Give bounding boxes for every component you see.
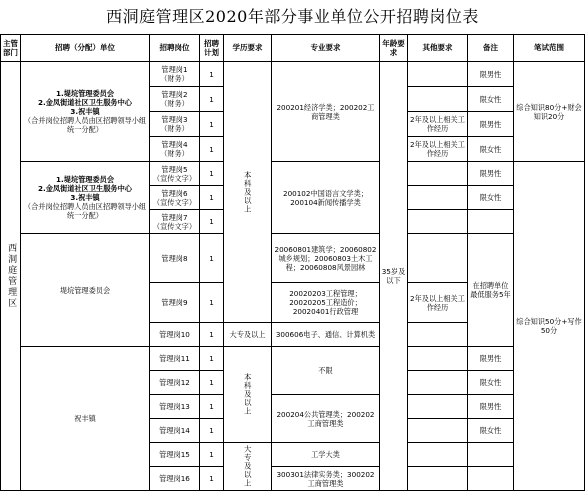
remark-cell: 限男性	[468, 347, 514, 371]
age-cell: 35岁及以下	[380, 62, 408, 491]
unit-group-2: 1.堤垸管理委员会 2.金凤街道社区卫生服务中心 3.祝丰镇 （合并岗位招聘人员由区招聘领导小组统一分配）	[21, 162, 150, 234]
position-cell: 管理岗10	[150, 323, 200, 347]
count-cell: 1	[200, 283, 224, 323]
count-cell: 1	[200, 87, 224, 112]
other-cell	[408, 186, 468, 210]
other-cell: 2年及以上相关工作经历	[408, 283, 468, 323]
header-exam: 笔试范围	[514, 35, 585, 62]
other-cell	[408, 62, 468, 87]
count-cell: 1	[200, 419, 224, 443]
remark-cell: 限女性	[468, 137, 514, 162]
count-cell: 1	[200, 186, 224, 210]
count-cell: 1	[200, 443, 224, 467]
remark-cell: 限女性	[468, 371, 514, 395]
header-row	[1, 35, 585, 62]
unit-group-4: 祝丰镇	[21, 347, 150, 491]
major-cell: 20060801建筑学；20060802城乡规划；20060803土木工程；20060808风景园林	[272, 234, 380, 283]
header-major: 专业要求	[272, 35, 380, 62]
other-cell	[408, 395, 468, 419]
edu-college: 大专及以上	[224, 323, 272, 347]
remark-cell: 限男性	[468, 112, 514, 137]
edu-bachelor-a: 本科及以上	[224, 62, 272, 323]
other-cell	[408, 323, 468, 347]
major-cell: 工学大类	[272, 443, 380, 467]
position-cell: 管理岗14	[150, 419, 200, 443]
table-row	[1, 347, 585, 371]
position-cell: 管理岗3 （财务）	[150, 112, 200, 137]
other-cell	[408, 467, 468, 491]
position-cell: 管理岗15	[150, 443, 200, 467]
remark-cell	[468, 210, 514, 234]
other-cell: 2年及以上相关工作经历	[408, 112, 468, 137]
count-cell: 1	[200, 347, 224, 371]
other-cell	[408, 419, 468, 443]
remark-cell: 限女性	[468, 87, 514, 112]
table-row	[1, 62, 585, 87]
position-cell: 管理岗13	[150, 395, 200, 419]
count-cell: 1	[200, 234, 224, 283]
table-row	[1, 162, 585, 186]
position-cell: 管理岗5 （宣传文字）	[150, 162, 200, 186]
other-cell	[408, 162, 468, 186]
remark-cell: 限男性	[468, 162, 514, 186]
exam-cell-1: 综合知识80分+财会知识20分	[514, 62, 585, 162]
remark-cell	[468, 467, 514, 491]
edu-bachelor-b: 本科及以上	[224, 347, 272, 443]
count-cell: 1	[200, 137, 224, 162]
major-cell: 200201经济学类；200202工商管理类	[272, 62, 380, 162]
major-cell: 不限	[272, 347, 380, 395]
count-cell: 1	[200, 395, 224, 419]
header-edu: 学历要求	[224, 35, 272, 62]
count-cell: 1	[200, 210, 224, 234]
exam-cell-2: 综合知识50分+写作50分	[514, 162, 585, 491]
other-cell	[408, 87, 468, 112]
remark-cell: 限男性	[468, 395, 514, 419]
position-cell: 管理岗12	[150, 371, 200, 395]
other-cell	[408, 234, 468, 283]
remark-cell: 在招聘单位最低服务5年	[468, 234, 514, 347]
remark-cell	[468, 443, 514, 467]
other-cell	[408, 443, 468, 467]
major-cell: 300301法律实务类；300202工商管理类	[272, 467, 380, 491]
position-cell: 管理岗4 （财务）	[150, 137, 200, 162]
major-cell: 20020203工程管理；20020205工程造价；20020401行政管理	[272, 283, 380, 323]
count-cell: 1	[200, 323, 224, 347]
recruitment-table	[0, 34, 585, 491]
position-cell: 管理岗16	[150, 467, 200, 491]
header-age: 年龄要求	[380, 35, 408, 62]
major-cell: 300606电子、通信、计算机类	[272, 323, 380, 347]
count-cell: 1	[200, 162, 224, 186]
unit-group-1: 1.堤垸管理委员会 2.金凤街道社区卫生服务中心 3.祝丰镇 （合并岗位招聘人员由区招聘领导小组统一分配）	[21, 62, 150, 162]
header-other: 其他要求	[408, 35, 468, 62]
unit-group-3: 堤垸管理委员会	[21, 234, 150, 347]
other-cell	[408, 371, 468, 395]
position-cell: 管理岗2 （财务）	[150, 87, 200, 112]
header-unit: 招聘（分配）单位	[21, 35, 150, 62]
count-cell: 1	[200, 467, 224, 491]
position-cell: 管理岗1 （财务）	[150, 62, 200, 87]
major-cell: 200204公共管理类；200202工商管理类	[272, 395, 380, 443]
major-cell: 200102中国语言文学类；200104新闻传播学类	[272, 162, 380, 234]
other-cell: 2年及以上相关工作经历	[408, 137, 468, 162]
remark-cell: 限女性	[468, 419, 514, 443]
count-cell: 1	[200, 62, 224, 87]
position-cell: 管理岗11	[150, 347, 200, 371]
header-position: 招聘岗位	[150, 35, 200, 62]
remark-cell: 限男性	[468, 62, 514, 87]
dept-cell: 西洞庭管理区	[1, 62, 21, 491]
count-cell: 1	[200, 371, 224, 395]
edu-college-b: 大专及以上	[224, 443, 272, 491]
header-remark: 备注	[468, 35, 514, 62]
remark-cell: 限女性	[468, 186, 514, 210]
position-cell: 管理岗6 （宣传文字）	[150, 186, 200, 210]
other-cell	[408, 210, 468, 234]
page-title: 西洞庭管理区2020年部分事业单位公开招聘岗位表	[106, 7, 479, 26]
count-cell: 1	[200, 112, 224, 137]
position-cell: 管理岗9	[150, 283, 200, 323]
position-cell: 管理岗8	[150, 234, 200, 283]
header-count: 招聘计划	[200, 35, 224, 62]
table-row	[1, 234, 585, 283]
other-cell	[408, 347, 468, 371]
position-cell: 管理岗7 （宣传文字）	[150, 210, 200, 234]
header-dept: 主管部门	[1, 35, 21, 62]
